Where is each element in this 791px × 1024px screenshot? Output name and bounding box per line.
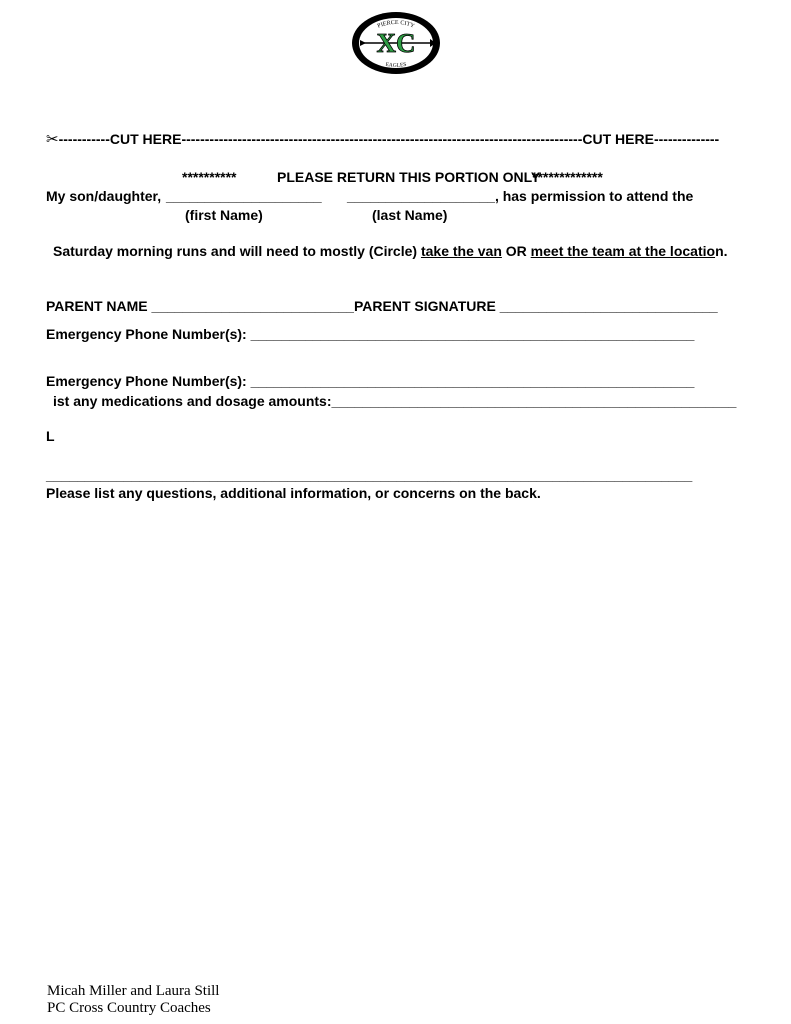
emergency-phone-line-1 [46,326,694,343]
long-blank-line: ___________________________________________________________________________________ [46,467,693,483]
first-name-blank: ____________________ [166,188,322,204]
emergency-phone-blank-2: _________________________________________________________ [246,373,695,389]
parent-name-label: PARENT NAME [46,298,148,314]
last-name-caption: (last Name) [372,207,448,223]
transport-prefix: Saturday morning runs and will need to mostly (Circle) [53,243,421,259]
option-take-van: take the van [420,243,502,259]
return-notice [182,169,236,186]
transport-or: OR [501,243,531,259]
medications-label: ist any medications and dosage amounts: [53,393,332,409]
logo-bottom-text: EAGLES [384,61,408,69]
footer-coaches-title: PC Cross Country Coaches [47,1000,211,1016]
parent-line [46,298,718,315]
cut-right-dashes: -------------- [653,131,720,147]
parent-signature-blank: ____________________________ [495,298,718,314]
transport-line [53,243,728,260]
return-notice-left-stars: ********** [182,169,237,185]
parent-signature-label: PARENT SIGNATURE [353,298,496,314]
closing-note: Please list any questions, additional information, or concerns on the back. [46,485,541,501]
footer-coaches-names: Micah Miller and Laura Still [47,983,220,999]
permission-prefix: My son/daughter, [46,188,162,204]
option-meet-team: meet the team at the locatio [530,243,716,259]
scissors-icon: ✂ [46,131,59,148]
return-notice-text: PLEASE RETURN THIS PORTION ONLY [277,169,541,185]
logo-top-text: PIERCE CITY [376,19,416,30]
parent-name-blank: __________________________ [147,298,354,314]
cut-here-line [46,131,719,148]
first-name-caption: (first Name) [185,207,263,223]
emergency-phone-blank-1: _________________________________________________________ [246,326,695,342]
cut-right-label: CUT HERE [582,131,654,147]
return-notice-right-stars: ************* [532,169,603,185]
transport-suffix: n. [715,243,728,259]
last-name-blank: ___________________, has permission to attend the [347,188,694,204]
cut-left-label: CUT HERE [109,131,182,147]
emergency-phone-label-1: Emergency Phone Number(s): [46,326,247,342]
cut-left-dashes: ----------- [58,131,110,147]
pierce-city-xc-logo [350,10,442,76]
medications-line [53,393,736,410]
medications-blank: ____________________________________________________ [331,393,737,409]
emergency-phone-line-2 [46,373,694,390]
permission-suffix: , has permission to attend the [494,188,694,204]
emergency-phone-label-2: Emergency Phone Number(s): [46,373,247,389]
stray-letter: L [46,428,55,444]
cut-middle-dashes: -------------------------------------------------------------------------------------- [181,131,583,147]
logo-xc-text: XC [376,28,416,58]
